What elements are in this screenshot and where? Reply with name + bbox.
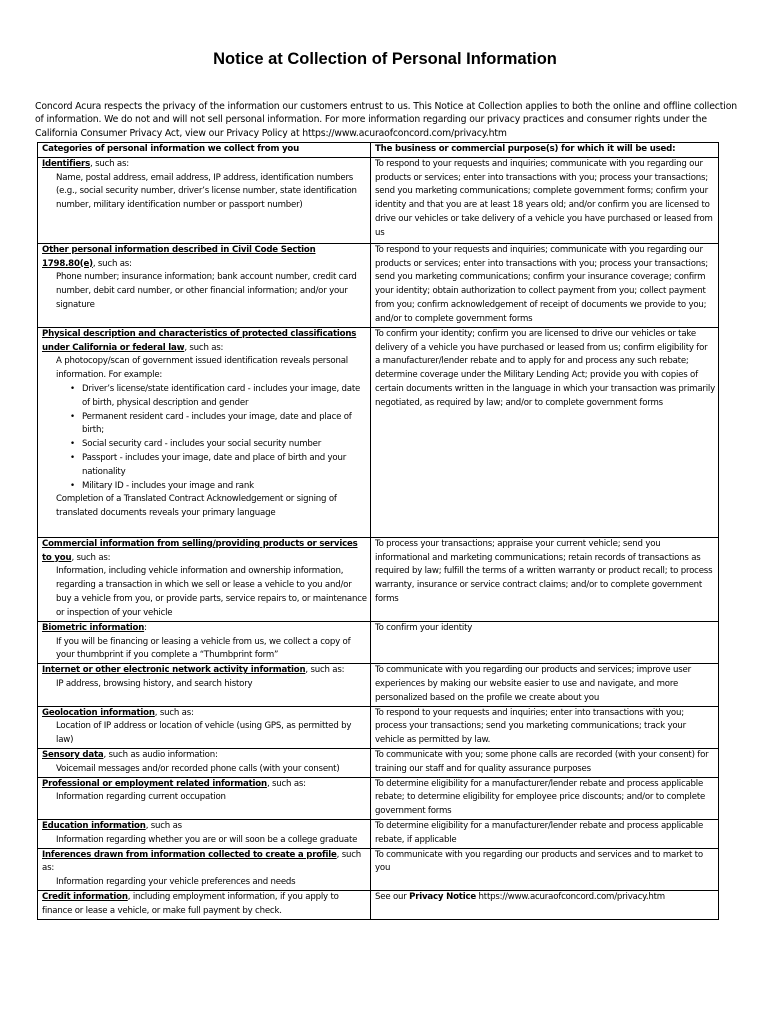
category-name: Professional or employment related information — [42, 778, 267, 789]
category-cell — [38, 819, 371, 848]
category-name: Internet or other electronic network activity information — [42, 665, 306, 676]
table-row — [38, 819, 719, 848]
list-item: • Driver’s license/state identification card - includes your image, date of birth, physical description and gender — [72, 383, 367, 411]
table-row — [38, 777, 719, 819]
purpose-cell: To process your transactions; appraise your current vehicle; send you informational and marketing communications; retain records of transactions as required by law; fulfill the terms of a written warranty or product recall; to process warranty, insurance or service contract claims; and/or to complete government forms — [371, 537, 719, 621]
category-details: Phone number; insurance information; bank account number, credit card number, debit card number, or other financial information; and/or your signature — [56, 272, 357, 310]
category-details: Voicemail messages and/or recorded phone calls (with your consent) — [56, 763, 340, 774]
category-details: A photocopy/scan of government issued identification reveals personal information. For example: — [56, 356, 348, 381]
header-categories: Categories of personal information we collect from you — [38, 143, 371, 158]
table-row — [38, 327, 719, 537]
category-details-extra: Completion of a Translated Contract Acknowledgement or signing of translated documents reveals your primary language — [56, 494, 337, 519]
category-name: Geolocation information — [42, 707, 155, 718]
table-row — [38, 748, 719, 777]
table-row — [38, 621, 719, 663]
privacy-notice-label: Privacy Notice — [409, 891, 476, 902]
purpose-cell: To communicate with you; some phone calls are recorded (with your consent) for training our staff and for quality assurance purposes — [371, 748, 719, 777]
list-item: • Permanent resident card - includes your image, date and place of birth; — [72, 411, 367, 439]
category-cell — [38, 748, 371, 777]
table-row — [38, 537, 719, 621]
category-cell — [38, 327, 371, 537]
category-suffix: , such as: — [90, 158, 129, 169]
purpose-cell: To determine eligibility for a manufacturer/lender rebate and process applicable rebate; to determine eligibility for employee price discounts; and/or to complete government forms — [371, 777, 719, 819]
category-name: Sensory data — [42, 749, 104, 760]
privacy-notice-link[interactable]: https://www.acuraofconcord.com/privacy.htm — [476, 891, 665, 902]
purpose-cell: To respond to your requests and inquiries; communicate with you regarding our products or services; enter into transactions with you; process your transactions; send you marketing communications; complete government forms; confirm your identity and that you are at least 18 years old; and/or confirm you are licensed to drive our vehicles or take delivery of a vehicle you have purchased or leased from us — [371, 157, 719, 243]
category-suffix: : — [144, 622, 147, 633]
category-name: Inferences drawn from information collected to create a profile — [42, 849, 337, 860]
category-cell — [38, 621, 371, 663]
category-name: Physical description and characteristics of protected classifications under California or federal law — [42, 328, 357, 353]
category-name: Biometric information — [42, 622, 145, 633]
purpose-cell: To determine eligibility for a manufacturer/lender rebate and process applicable rebate, if applicable — [371, 819, 719, 848]
category-suffix: , such as: — [184, 342, 224, 353]
category-cell — [38, 537, 371, 621]
list-item: • Passport - includes your image, date and place of birth and your nationality — [72, 452, 367, 480]
list-item: • Military ID - includes your image and rank — [72, 480, 367, 494]
purpose-cell: To respond to your requests and inquiries; communicate with you regarding our products or services; enter into transactions with you; process your transactions; send you marketing communications; confirm your insurance coverage; confirm your identity; obtain authorization to collect payment from you; collect payment from you; confirm acknowledgement of receipt of documents we provide to you; and/or to complete government forms — [371, 243, 719, 327]
category-suffix: , such as: — [154, 707, 194, 718]
purpose-cell: To communicate with you regarding our products and services; improve user experiences by making our website easier to use and navigate, and more personalized based on the profile we create about you — [371, 664, 719, 706]
purpose-cell: To confirm your identity — [371, 621, 719, 663]
category-details: If you will be financing or leasing a vehicle from us, we collect a copy of your thumbprint if you complete a “Thumbprint form” — [56, 636, 351, 661]
list-item: • Social security card - includes your social security number — [72, 438, 367, 452]
collection-table — [37, 142, 719, 920]
category-suffix: , such as: — [266, 778, 306, 789]
table-row — [38, 157, 719, 243]
category-suffix: , such as: — [71, 552, 111, 563]
category-name: Commercial information from selling/providing products or services to you — [42, 538, 358, 563]
category-cell — [38, 664, 371, 706]
category-details: Information regarding current occupation — [56, 792, 226, 803]
category-name: Credit information — [42, 891, 128, 902]
category-cell — [38, 890, 371, 919]
category-suffix: , such as — [145, 820, 182, 831]
table-row — [38, 890, 719, 919]
category-name: Education information — [42, 820, 146, 831]
intro-paragraph: Concord Acura respects the privacy of the information our customers entrust to us. This Notice at Collection applies to both the online and offline collection of information. We do not and will not sell personal information. For more information regarding our privacy practices and consumer rights under the California Consumer Privacy Act, view our Privacy Policy at https://www.acuraofconcord.com/privacy.htm — [35, 101, 737, 139]
table-row — [38, 243, 719, 327]
category-details: Location of IP address or location of vehicle (using GPS, as permitted by law) — [56, 721, 352, 746]
category-cell — [38, 157, 371, 243]
header-purposes: The business or commercial purpose(s) for which it will be used: — [371, 143, 719, 158]
category-details: Name, postal address, email address, IP address, identification numbers (e.g., social security number, driver’s license number, state identification number, military identification number or passport number) — [56, 172, 357, 211]
purpose-cell: To confirm your identity; confirm you are licensed to drive our vehicles or take delivery of a vehicle you have purchased or leased from us; confirm eligibility for a manufacturer/lender rebate and to apply for and process any such rebate; determine coverage under the Military Lending Act; provide you with copies of certain documents written in the language in which your transaction was primarily negotiated, as required by law; and/or to complete government forms — [371, 327, 719, 537]
category-details: Information regarding whether you are or will soon be a college graduate — [56, 834, 358, 845]
category-cell — [38, 848, 371, 890]
purpose-cell: To communicate with you regarding our products and services and to market to you — [371, 848, 719, 890]
category-cell — [38, 777, 371, 819]
category-details: Information, including vehicle information and ownership information, regarding a transaction in which we sell or lease a vehicle to you and/or buy a vehicle from you, or provide parts, service repairs to, or maintenance or inspection of your vehicle — [56, 566, 367, 618]
table-row — [38, 664, 719, 706]
table-row — [38, 706, 719, 748]
table-header-row — [38, 143, 719, 158]
category-details: Information regarding your vehicle preferences and needs — [56, 877, 296, 888]
category-name: Other personal information described in Civil Code Section 1798.80(e) — [42, 244, 316, 269]
category-cell — [38, 706, 371, 748]
category-details: IP address, browsing history, and search history — [56, 678, 253, 689]
id-document-list — [42, 383, 367, 493]
purpose-cell: To respond to your requests and inquiries; enter into transactions with you; process your transactions; send you marketing communications; track your vehicle as permitted by law. — [371, 706, 719, 748]
page-title: Notice at Collection of Personal Information — [213, 50, 557, 68]
category-suffix: , such as: — [42, 849, 362, 874]
category-name: Identifiers — [42, 158, 91, 169]
category-suffix: , such as: — [305, 665, 345, 676]
category-suffix: , including employment information, if you apply to finance or lease a vehicle, or make full payment by check. — [42, 891, 339, 916]
category-suffix: , such as audio information: — [103, 749, 218, 760]
table-row — [38, 848, 719, 890]
category-cell — [38, 243, 371, 327]
purpose-prefix: See our — [375, 891, 410, 902]
purpose-cell — [371, 890, 719, 919]
category-suffix: , such as: — [92, 258, 132, 269]
